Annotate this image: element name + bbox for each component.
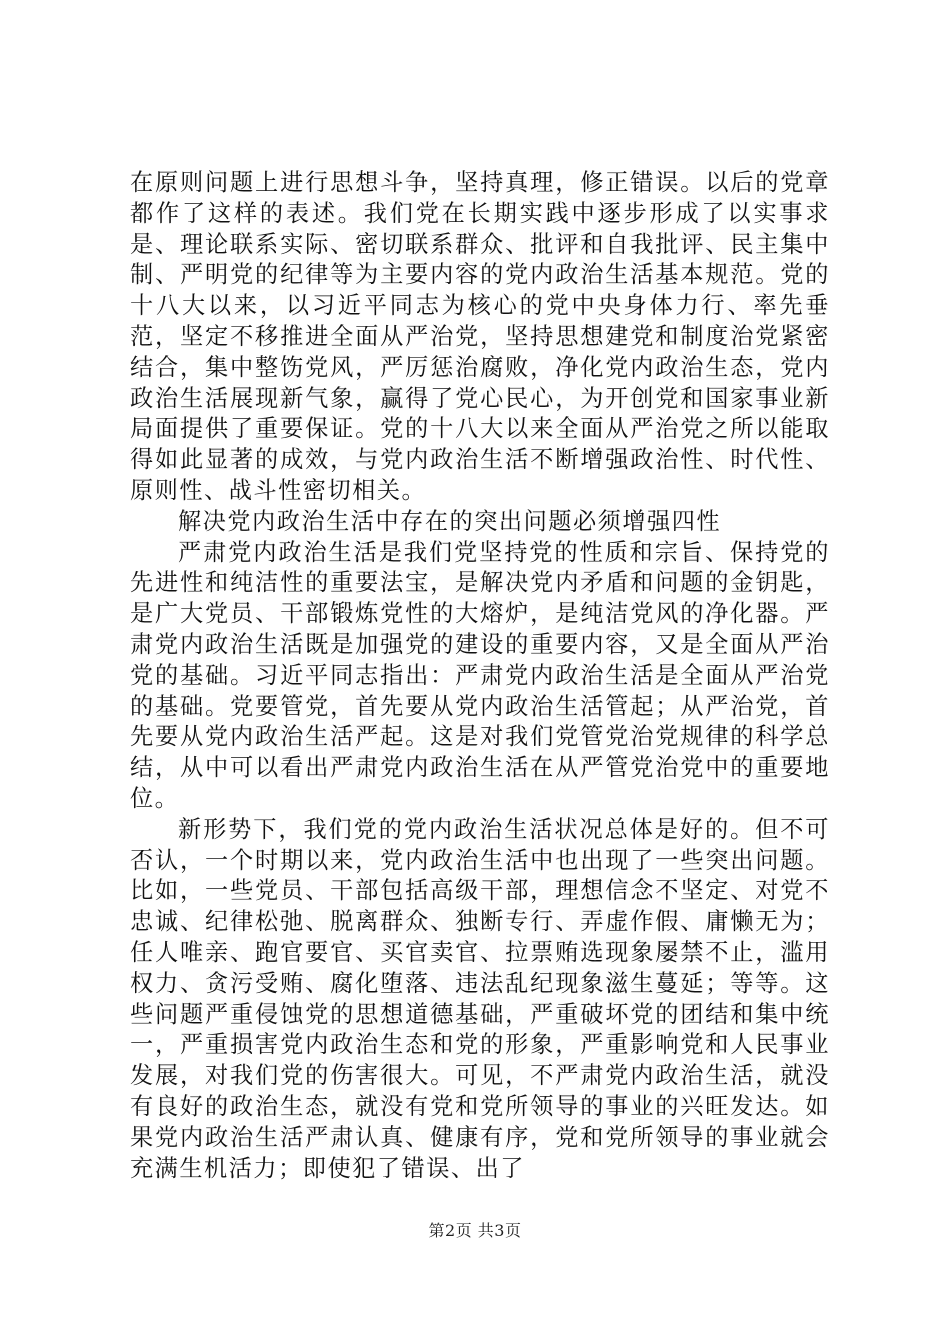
paragraph-continued: 在原则问题上进行思想斗争，坚持真理，修正错误。以后的党章都作了这样的表述。我们党在长期实践中逐步形成了以实事求是、理论联系实际、密切联系群众、批评和自我批评、民主集中制、严明党的纪律等为主要内容的党内政治生活基本规范。党的十八大以来，以习近平同志为核心的党中央身体力行、率先垂范，坚定不移推进全面从严治党，坚持思想建党和制度治党紧密结合，集中整饬党风，严厉惩治腐败，净化党内政治生态，党内政治生活展现新气象，赢得了党心民心，为开创党和国家事业新局面提供了重要保证。党的十八大以来全面从严治党之所以能取得如此显著的成效，与党内政治生活不断增强政治性、时代性、原则性、战斗性密切相关。	[130, 169, 830, 504]
page-number: 第2页 共3页	[428, 1221, 522, 1240]
section-heading: 解决党内政治生活中存在的突出问题必须增强四性	[178, 507, 722, 535]
paragraph: 新形势下，我们党的党内政治生活状况总体是好的。但不可否认，一个时期以来，党内政治生活中也出现了一些突出问题。比如，一些党员、干部包括高级干部，理想信念不坚定、对党不忠诚、纪律松弛、脱离群众、独断专行、弄虚作假、庸懒无为；任人唯亲、跑官要官、买官卖官、拉票贿选现象屡禁不止，滥用权力、贪污受贿、腐化堕落、违法乱纪现象滋生蔓延；等等。这些问题严重侵蚀党的思想道德基础，严重破坏党的团结和集中统一，严重损害党内政治生态和党的形象，严重影响党和人民事业发展，对我们党的伤害很大。可见，不严肃党内政治生活，就没有良好的政治生态，就没有党和党所领导的事业的兴旺发达。如果党内政治生活严肃认真、健康有序，党和党所领导的事业就会充满生机活力；即使犯了错误、出了	[130, 815, 830, 1182]
document-body	[130, 168, 830, 1184]
paragraph: 严肃党内政治生活是我们党坚持党的性质和宗旨、保持党的先进性和纯洁性的重要法宝，是解决党内矛盾和问题的金钥匙，是广大党员、干部锻炼党性的大熔炉，是纯洁党风的净化器。严肃党内政治生活既是加强党的建设的重要内容，又是全面从严治党的基础。习近平同志指出：严肃党内政治生活是全面从严治党的基础。党要管党，首先要从党内政治生活管起；从严治党，首先要从党内政治生活严起。这是对我们党管党治党规律的科学总结，从中可以看出严肃党内政治生活在从严管党治党中的重要地位。	[130, 538, 830, 812]
